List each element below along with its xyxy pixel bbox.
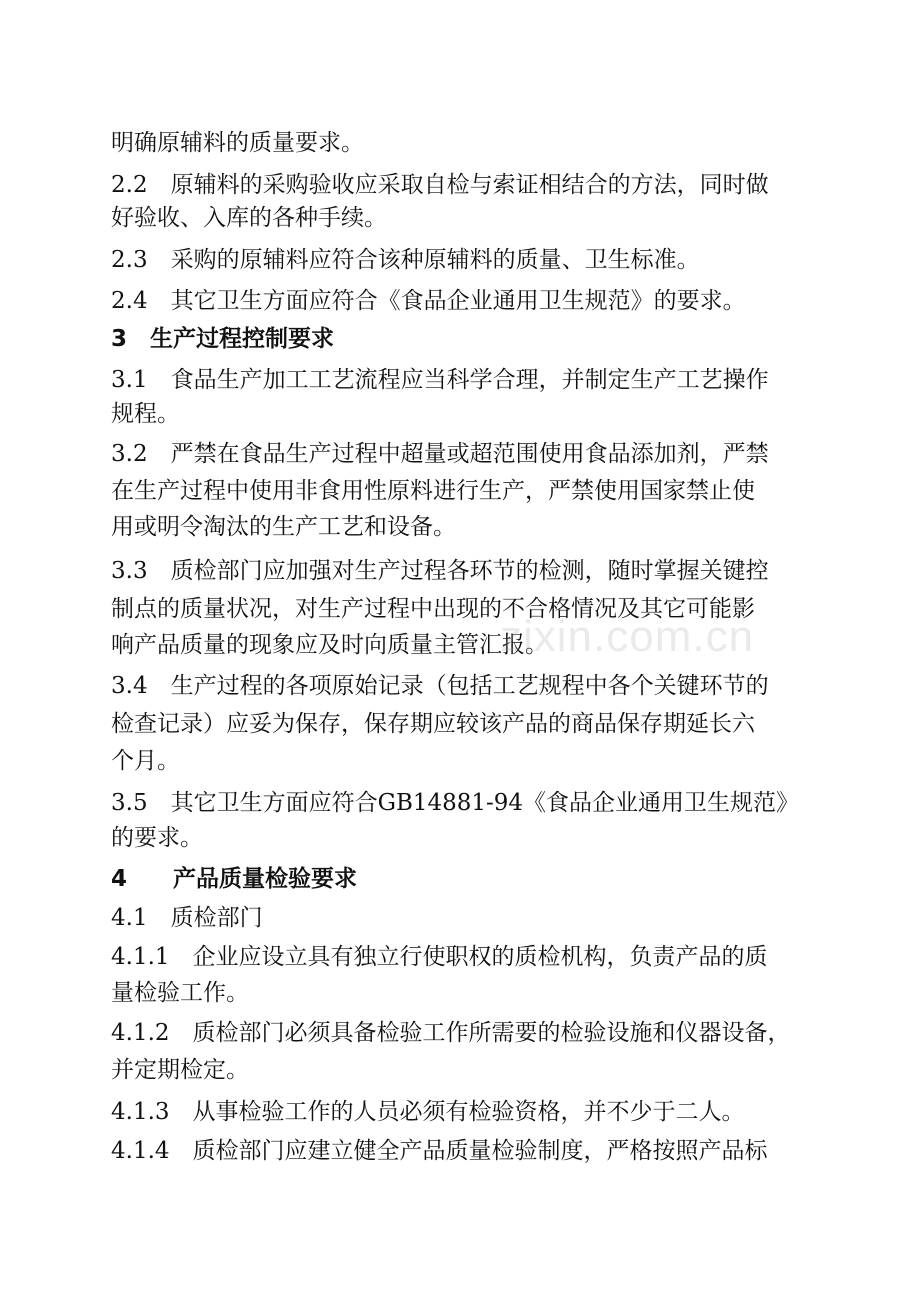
text-line: 3.5 其它卫生方面应符合GB14881-94《食品企业通用卫生规范》 [111,790,800,816]
text-line: 制点的质量状况，对生产过程中出现的不合格情况及其它可能影 [111,596,755,622]
text-line: 响产品质量的现象应及时向质量主管汇报。 [111,632,548,658]
text-line: 在生产过程中使用非食用性原料进行生产，严禁使用国家禁止使 [111,478,755,504]
text-line: 2.2 原辅料的采购验收应采取自检与索证相结合的方法，同时做 [111,172,769,198]
text-line: 3.2 严禁在食品生产过程中超量或超范围使用食品添加剂，严禁 [111,441,769,467]
text-line: 3.4 生产过程的各项原始记录（包括工艺规程中各个关键环节的 [111,673,769,699]
section-heading-3: 3 生产过程控制要求 [111,326,335,352]
watermark: zixin.com.cn [500,612,755,661]
text-line: 4.1.1 企业应设立具有独立行使职权的质检机构，负责产品的质 [111,944,768,970]
text-line: 4.1.3 从事检验工作的人员必须有检验资格，并不少于二人。 [111,1099,745,1125]
text-line: 用或明令淘汰的生产工艺和设备。 [111,514,456,540]
text-line: 4.1 质检部门 [111,905,263,931]
text-line: 2.4 其它卫生方面应符合《食品企业通用卫生规范》的要求。 [111,288,746,314]
section-heading-4: 4 产品质量检验要求 [111,866,358,892]
text-line: 明确原辅料的质量要求。 [111,130,364,156]
text-line: 量检验工作。 [111,980,249,1006]
text-line: 个月。 [111,748,180,774]
text-line: 检查记录）应妥为保存，保存期应较该产品的商品保存期延长六 [111,711,755,737]
text-line: 规程。 [111,401,180,427]
text-line: 4.1.2 质检部门必须具备检验工作所需要的检验设施和仪器设备， [111,1020,791,1046]
text-line: 3.1 食品生产加工工艺流程应当科学合理，并制定生产工艺操作 [111,367,769,393]
text-line: 并定期检定。 [111,1057,249,1083]
text-line: 3.3 质检部门应加强对生产过程各环节的检测，随时掌握关键控 [111,558,769,584]
text-line: 4.1.4 质检部门应建立健全产品质量检验制度，严格按照产品标 [111,1138,768,1164]
text-line: 的要求。 [111,825,203,851]
text-line: 好验收、入库的各种手续。 [111,205,387,231]
text-line: 2.3 采购的原辅料应符合该种原辅料的质量、卫生标准。 [111,247,700,273]
